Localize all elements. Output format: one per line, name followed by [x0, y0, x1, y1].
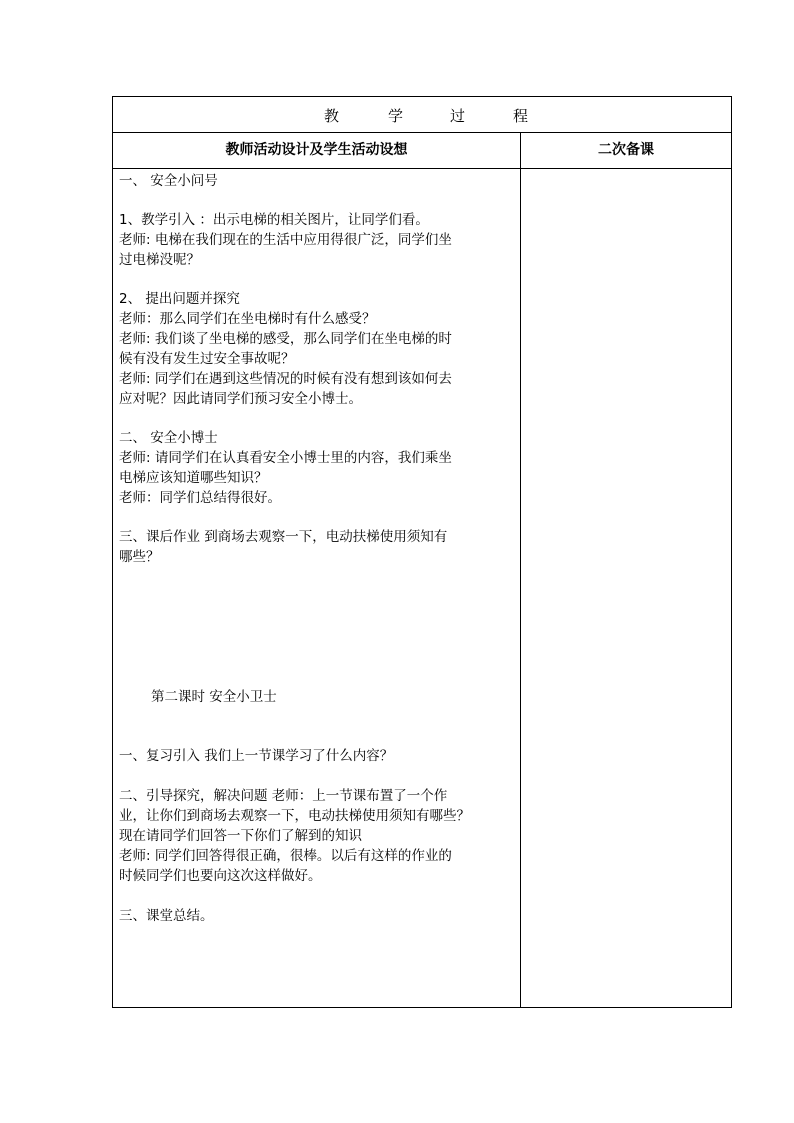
- header-activity-design: 教师活动设计及学生活动设想: [113, 133, 521, 168]
- second-lesson-title: 第二课时 安全小卫士: [151, 689, 277, 705]
- section-heading: 2、 提出问题并探究: [119, 291, 240, 307]
- second-preparation-cell: [521, 169, 731, 1007]
- section-heading: 三、课后作业 到商场去观察一下，电动扶梯使用须知有: [119, 529, 448, 545]
- content-line: 业，让你们到商场去观察一下，电动扶梯使用须知有哪些？: [119, 808, 470, 824]
- content-line: 电梯应该知道哪些知识？: [119, 470, 268, 486]
- title-char: 过: [450, 107, 466, 125]
- content-line: 应对呢？因此请同学们预习安全小博士。: [119, 391, 362, 407]
- content-line: 现在请同学们回答一下你们了解到的知识: [119, 828, 362, 844]
- content-line: 时候同学们也要向这次这样做好。: [119, 868, 322, 884]
- content-line: 过电梯没呢？: [119, 252, 200, 268]
- content-line: 候有没有发生过安全事故呢？: [119, 351, 295, 367]
- content-line: 老师: 电梯在我们现在的生活中应用得很广泛，同学们坐: [119, 232, 452, 248]
- activity-content-cell: [113, 169, 521, 1007]
- title-char: 程: [513, 107, 529, 125]
- content-line: 老师: 同学们在遇到这些情况的时候有没有想到该如何去: [119, 371, 452, 387]
- section-heading: 一、复习引入 我们上一节课学习了什么内容？: [119, 748, 394, 764]
- content-line: 老师: 同学们回答得很正确，很棒。以后有这样的作业的: [119, 848, 452, 864]
- title-char: 教: [324, 107, 340, 125]
- content-line: 老师: 我们谈了坐电梯的感受，那么同学们在坐电梯的时: [119, 331, 452, 347]
- title-char: 学: [388, 107, 404, 125]
- section-heading: 一、 安全小问号: [119, 173, 218, 189]
- content-line: 老师: 请同学们在认真看安全小博士里的内容，我们乘坐: [119, 450, 452, 466]
- content-line: 老师：那么同学们在坐电梯时有什么感受？: [119, 311, 376, 327]
- section-heading: 二、引导探究，解决问题 老师：上一节课布置了一个作: [119, 788, 448, 804]
- header-row: [113, 133, 731, 169]
- header-second-preparation: 二次备课: [598, 142, 654, 158]
- content-line: 哪些？: [119, 549, 160, 565]
- section-heading: 三、课堂总结。: [119, 908, 214, 924]
- lesson-plan-table: [112, 96, 732, 1008]
- title-row: [113, 97, 731, 133]
- content-line: 老师：同学们总结得很好。: [119, 490, 281, 506]
- section-heading: 二、 安全小博士: [119, 430, 218, 446]
- content-line: 1、教学引入 ：出示电梯的相关图片，让同学们看。: [119, 212, 429, 228]
